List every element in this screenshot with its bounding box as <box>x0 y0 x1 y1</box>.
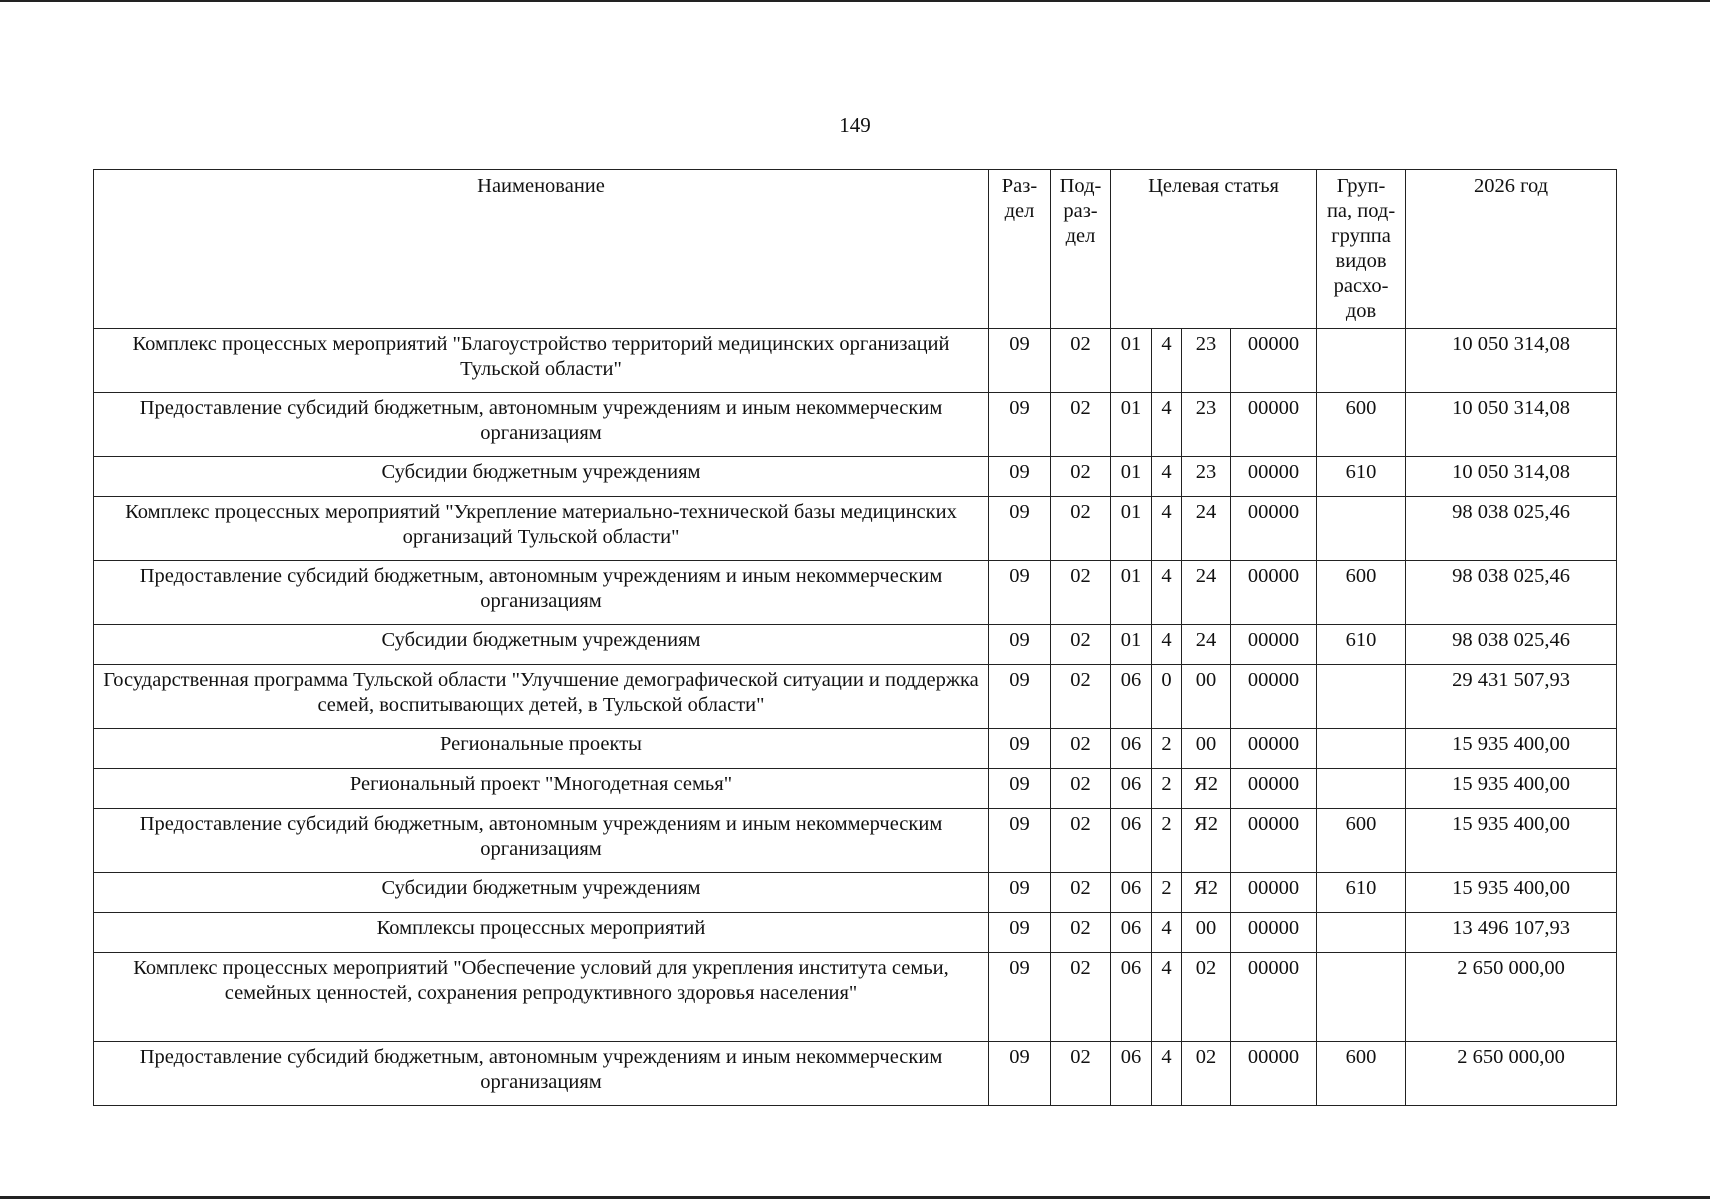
cell-target-type: 4 <box>1152 457 1182 497</box>
cell-name: Предоставление субсидий бюджетным, автономным учреждениям и иным некоммерческим организациям <box>94 1042 989 1106</box>
cell-podrazdel: 02 <box>1051 953 1111 1042</box>
cell-razdel: 09 <box>989 769 1051 809</box>
cell-podrazdel: 02 <box>1051 729 1111 769</box>
cell-target-element: 23 <box>1182 393 1231 457</box>
cell-target-type: 2 <box>1152 729 1182 769</box>
cell-razdel: 09 <box>989 393 1051 457</box>
cell-razdel: 09 <box>989 665 1051 729</box>
cell-razdel: 09 <box>989 625 1051 665</box>
cell-name: Комплексы процессных мероприятий <box>94 913 989 953</box>
cell-razdel: 09 <box>989 873 1051 913</box>
page-number: 149 <box>839 113 871 137</box>
cell-target-code: 00000 <box>1231 953 1317 1042</box>
cell-target-element: Я2 <box>1182 873 1231 913</box>
table-row <box>94 665 1617 729</box>
header-name: Наименование <box>94 170 989 329</box>
cell-target-program: 01 <box>1111 625 1152 665</box>
table-row <box>94 809 1617 873</box>
cell-amount: 13 496 107,93 <box>1406 913 1617 953</box>
cell-podrazdel: 02 <box>1051 769 1111 809</box>
table-row <box>94 561 1617 625</box>
cell-target-program: 01 <box>1111 497 1152 561</box>
table-row <box>94 497 1617 561</box>
cell-target-type: 4 <box>1152 393 1182 457</box>
cell-expense-group: 600 <box>1317 561 1406 625</box>
cell-target-type: 4 <box>1152 497 1182 561</box>
cell-target-element: 24 <box>1182 625 1231 665</box>
cell-amount: 15 935 400,00 <box>1406 809 1617 873</box>
cell-expense-group <box>1317 329 1406 393</box>
cell-podrazdel: 02 <box>1051 809 1111 873</box>
cell-target-type: 2 <box>1152 769 1182 809</box>
cell-target-program: 01 <box>1111 561 1152 625</box>
cell-name: Субсидии бюджетным учреждениям <box>94 625 989 665</box>
cell-target-program: 06 <box>1111 665 1152 729</box>
cell-expense-group <box>1317 913 1406 953</box>
cell-target-element: 02 <box>1182 953 1231 1042</box>
cell-expense-group <box>1317 665 1406 729</box>
cell-name: Региональные проекты <box>94 729 989 769</box>
cell-target-code: 00000 <box>1231 561 1317 625</box>
cell-amount: 98 038 025,46 <box>1406 561 1617 625</box>
cell-amount: 29 431 507,93 <box>1406 665 1617 729</box>
cell-amount: 2 650 000,00 <box>1406 953 1617 1042</box>
cell-target-type: 4 <box>1152 913 1182 953</box>
cell-target-type: 2 <box>1152 809 1182 873</box>
table-row <box>94 729 1617 769</box>
cell-podrazdel: 02 <box>1051 457 1111 497</box>
cell-expense-group <box>1317 953 1406 1042</box>
cell-target-program: 06 <box>1111 913 1152 953</box>
header-expense-group: Груп- па, под- группа видов расхо- дов <box>1317 170 1406 329</box>
cell-expense-group: 600 <box>1317 1042 1406 1106</box>
cell-expense-group: 610 <box>1317 625 1406 665</box>
cell-target-code: 00000 <box>1231 873 1317 913</box>
cell-target-program: 06 <box>1111 873 1152 913</box>
cell-name: Предоставление субсидий бюджетным, автономным учреждениям и иным некоммерческим организациям <box>94 393 989 457</box>
cell-target-program: 06 <box>1111 953 1152 1042</box>
cell-name: Предоставление субсидий бюджетным, автономным учреждениям и иным некоммерческим организациям <box>94 809 989 873</box>
cell-razdel: 09 <box>989 457 1051 497</box>
cell-expense-group <box>1317 769 1406 809</box>
table-row <box>94 393 1617 457</box>
cell-target-program: 06 <box>1111 729 1152 769</box>
cell-razdel: 09 <box>989 913 1051 953</box>
cell-target-type: 4 <box>1152 329 1182 393</box>
cell-target-code: 00000 <box>1231 457 1317 497</box>
cell-target-program: 06 <box>1111 809 1152 873</box>
cell-razdel: 09 <box>989 561 1051 625</box>
cell-amount: 10 050 314,08 <box>1406 457 1617 497</box>
cell-target-code: 00000 <box>1231 1042 1317 1106</box>
table-row <box>94 913 1617 953</box>
cell-razdel: 09 <box>989 729 1051 769</box>
cell-amount: 98 038 025,46 <box>1406 625 1617 665</box>
cell-podrazdel: 02 <box>1051 1042 1111 1106</box>
cell-target-element: Я2 <box>1182 809 1231 873</box>
header-razdel: Раз- дел <box>989 170 1051 329</box>
cell-target-element: 23 <box>1182 329 1231 393</box>
cell-expense-group: 610 <box>1317 457 1406 497</box>
table-body <box>94 329 1617 1106</box>
cell-target-program: 01 <box>1111 329 1152 393</box>
cell-podrazdel: 02 <box>1051 561 1111 625</box>
cell-target-program: 01 <box>1111 393 1152 457</box>
cell-target-element: 23 <box>1182 457 1231 497</box>
cell-target-element: 24 <box>1182 497 1231 561</box>
cell-amount: 15 935 400,00 <box>1406 769 1617 809</box>
cell-podrazdel: 02 <box>1051 873 1111 913</box>
cell-amount: 10 050 314,08 <box>1406 329 1617 393</box>
cell-expense-group: 600 <box>1317 809 1406 873</box>
cell-target-type: 0 <box>1152 665 1182 729</box>
table-row <box>94 625 1617 665</box>
cell-name: Государственная программа Тульской области "Улучшение демографической ситуации и поддержка семей, воспитывающих детей, в Тульской области" <box>94 665 989 729</box>
cell-name: Субсидии бюджетным учреждениям <box>94 457 989 497</box>
cell-expense-group <box>1317 729 1406 769</box>
cell-amount: 15 935 400,00 <box>1406 873 1617 913</box>
cell-podrazdel: 02 <box>1051 913 1111 953</box>
cell-target-element: 24 <box>1182 561 1231 625</box>
cell-target-type: 4 <box>1152 625 1182 665</box>
cell-target-type: 4 <box>1152 1042 1182 1106</box>
cell-target-type: 2 <box>1152 873 1182 913</box>
cell-target-element: 00 <box>1182 665 1231 729</box>
table-row <box>94 953 1617 1042</box>
cell-target-code: 00000 <box>1231 729 1317 769</box>
cell-target-code: 00000 <box>1231 625 1317 665</box>
table-row <box>94 329 1617 393</box>
cell-razdel: 09 <box>989 1042 1051 1106</box>
cell-expense-group <box>1317 497 1406 561</box>
cell-target-type: 4 <box>1152 953 1182 1042</box>
header-year: 2026 год <box>1406 170 1617 329</box>
cell-razdel: 09 <box>989 329 1051 393</box>
cell-amount: 98 038 025,46 <box>1406 497 1617 561</box>
cell-target-code: 00000 <box>1231 809 1317 873</box>
cell-expense-group: 600 <box>1317 393 1406 457</box>
cell-name: Региональный проект "Многодетная семья" <box>94 769 989 809</box>
cell-name: Комплекс процессных мероприятий "Благоустройство территорий медицинских организаций Тульской области" <box>94 329 989 393</box>
cell-target-element: Я2 <box>1182 769 1231 809</box>
cell-amount: 10 050 314,08 <box>1406 393 1617 457</box>
header-target-article: Целевая статья <box>1111 170 1317 329</box>
cell-razdel: 09 <box>989 809 1051 873</box>
cell-target-code: 00000 <box>1231 665 1317 729</box>
cell-target-code: 00000 <box>1231 497 1317 561</box>
budget-table <box>93 169 1617 1106</box>
cell-name: Предоставление субсидий бюджетным, автономным учреждениям и иным некоммерческим организациям <box>94 561 989 625</box>
cell-target-code: 00000 <box>1231 769 1317 809</box>
table-header-row <box>94 170 1617 329</box>
cell-target-program: 06 <box>1111 1042 1152 1106</box>
cell-podrazdel: 02 <box>1051 497 1111 561</box>
cell-target-element: 02 <box>1182 1042 1231 1106</box>
cell-razdel: 09 <box>989 953 1051 1042</box>
cell-target-program: 06 <box>1111 769 1152 809</box>
cell-target-type: 4 <box>1152 561 1182 625</box>
table-row <box>94 873 1617 913</box>
cell-target-code: 00000 <box>1231 329 1317 393</box>
cell-target-code: 00000 <box>1231 393 1317 457</box>
cell-name: Комплекс процессных мероприятий "Обеспечение условий для укрепления института семьи, семейных ценностей, сохранения репродуктивного здоровья населения" <box>94 953 989 1042</box>
cell-target-code: 00000 <box>1231 913 1317 953</box>
cell-podrazdel: 02 <box>1051 625 1111 665</box>
cell-razdel: 09 <box>989 497 1051 561</box>
cell-expense-group: 610 <box>1317 873 1406 913</box>
bottom-border-line <box>0 1196 1710 1199</box>
cell-amount: 15 935 400,00 <box>1406 729 1617 769</box>
cell-target-program: 01 <box>1111 457 1152 497</box>
cell-target-element: 00 <box>1182 729 1231 769</box>
cell-podrazdel: 02 <box>1051 329 1111 393</box>
cell-name: Комплекс процессных мероприятий "Укрепление материально-технической базы медицинских организаций Тульской области" <box>94 497 989 561</box>
top-border-line <box>0 0 1710 2</box>
table-row <box>94 1042 1617 1106</box>
header-podrazdel: Под- раз- дел <box>1051 170 1111 329</box>
table-row <box>94 457 1617 497</box>
cell-name: Субсидии бюджетным учреждениям <box>94 873 989 913</box>
cell-podrazdel: 02 <box>1051 665 1111 729</box>
table-row <box>94 769 1617 809</box>
cell-target-element: 00 <box>1182 913 1231 953</box>
cell-amount: 2 650 000,00 <box>1406 1042 1617 1106</box>
cell-podrazdel: 02 <box>1051 393 1111 457</box>
